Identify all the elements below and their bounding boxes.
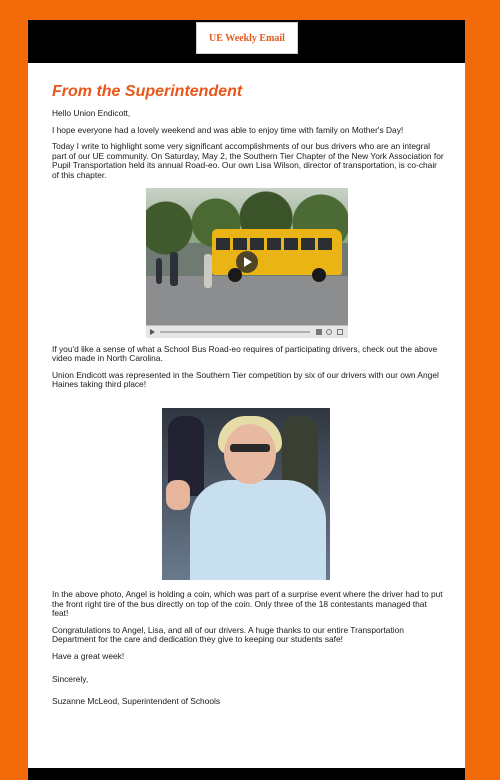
fullscreen-icon[interactable]: [337, 329, 343, 335]
control-play-icon[interactable]: [150, 329, 155, 335]
video-person: [156, 258, 162, 284]
paragraph-competition: Union Endicott was represented in the Southern Tier competition by six of our drivers with our own Angel Haines taking third place!: [52, 369, 439, 390]
signature-block: [52, 675, 444, 707]
greeting: Hello Union Endicott,: [52, 108, 131, 118]
newsletter-title: UE Weekly Email: [209, 32, 285, 44]
closing-line: Have a great week!: [52, 650, 125, 661]
photo-face: [224, 424, 276, 484]
paragraph-video-note: If you'd like a sense of what a School Bus Road-eo requires of participating drivers, check out the above video made in North Carolina.: [52, 343, 438, 364]
bus-windows: [216, 238, 334, 250]
email-header: [28, 20, 465, 63]
signature: Suzanne McLeod, Superintendent of Schools: [52, 696, 221, 707]
video-controls: [146, 325, 348, 338]
paragraph-congratulations: Congratulations to Angel, Lisa, and all of our drivers. A huge thanks to our entire Transportation Department for the care and dedication they give to keeping our students safe!: [52, 624, 404, 645]
photo-hand-with-coin: [166, 480, 190, 510]
video-person: [170, 252, 178, 286]
email-container: [28, 20, 465, 780]
settings-icon[interactable]: [326, 329, 332, 335]
video-scrubber[interactable]: [160, 331, 310, 333]
road-eo-video-player[interactable]: [146, 188, 348, 338]
newsletter-badge: [196, 22, 298, 54]
video-person: [204, 254, 212, 288]
email-body: [52, 83, 444, 714]
paragraph-coin: In the above photo, Angel is holding a coin, which was part of a surprise event where the driver had to put the front right tire of the bus directly on top of the coin. Only three of the 18 contestants managed that feat!: [52, 588, 443, 619]
angel-haines-photo: [162, 408, 330, 580]
volume-icon[interactable]: [316, 329, 322, 335]
article-title: From the Superintendent: [52, 83, 243, 100]
sign-off: Sincerely,: [52, 673, 89, 684]
paragraph-road-eo: Today I write to highlight some very significant accomplishments of our bus drivers who are an integral part of our UE community. On Saturday, May 2, the Southern Tier Chapter of the New York Association for Pupil Transportation held its annual Road-eo. Our own Lisa Wilson, director of transportation, is co-chair of this chapter.: [52, 141, 444, 180]
photo-shirt: [190, 480, 326, 580]
photo-sunglasses: [230, 444, 270, 452]
video-play-icon[interactable]: [236, 251, 258, 273]
paragraph-mothers-day: I hope everyone had a lovely weekend and was able to enjoy time with family on Mother's Day!: [52, 124, 404, 135]
bus-wheel: [312, 268, 326, 282]
email-footer-bar: [28, 768, 465, 780]
